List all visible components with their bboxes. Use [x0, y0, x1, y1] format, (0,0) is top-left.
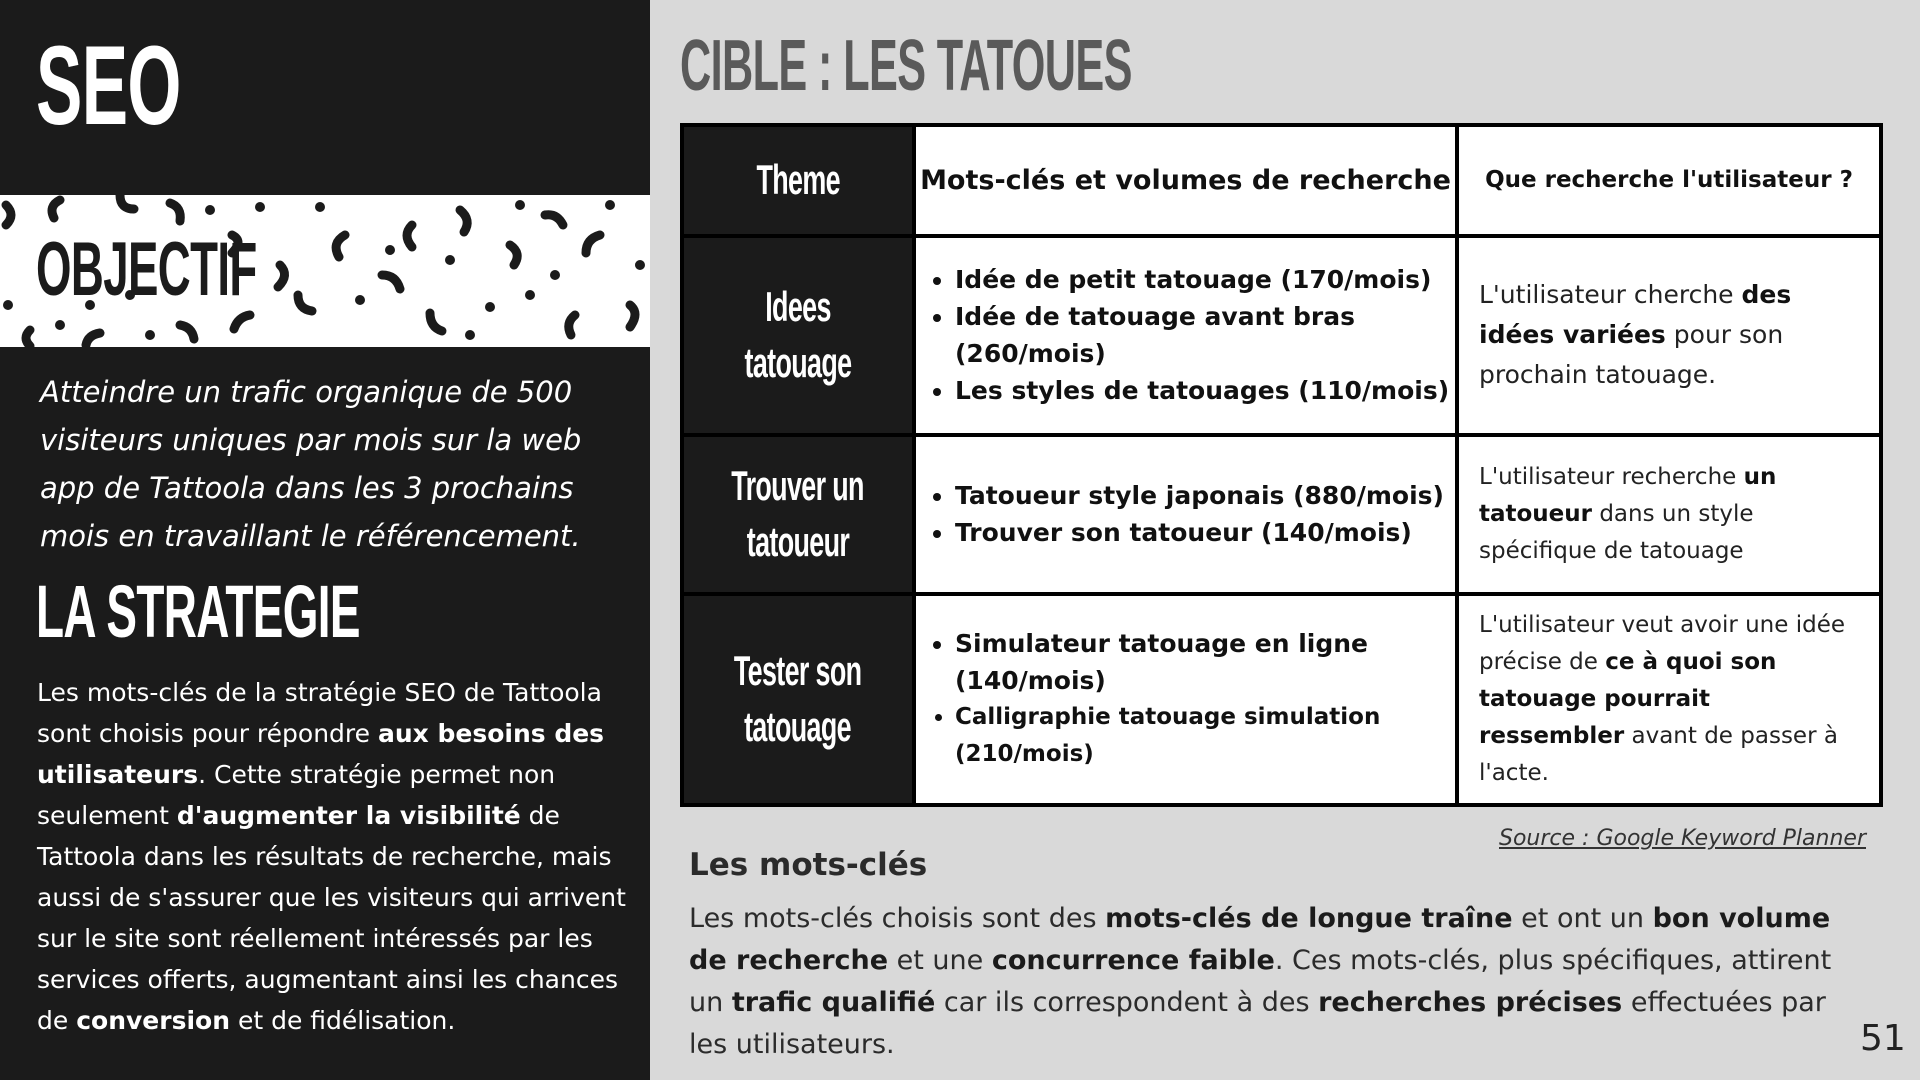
table-row	[682, 236, 1881, 435]
keywords-cell	[914, 594, 1457, 805]
bold-span: des idées variées	[1479, 280, 1792, 350]
header-theme	[682, 125, 914, 236]
theme-label: tatouage	[744, 703, 852, 751]
text-span: dans un style spécifique de tatouage	[1479, 500, 1754, 564]
text-span: L'utilisateur cherche	[1479, 280, 1742, 310]
keyword-item: • Tatoueur style japonais (880/mois)	[955, 477, 1454, 514]
keyword-item: • Les styles de tatouages (110/mois)	[955, 372, 1454, 409]
theme-label: Idees tatouage	[744, 283, 852, 387]
strategie-text	[37, 672, 637, 1041]
text-span: de Tattoola dans les résultats de recherche, mais aussi de s'assurer que les visiteurs qui arrivent sur le site sont réellement intéressés par les services offerts, augmentant ainsi les chances de	[37, 801, 626, 1035]
theme-cell	[682, 594, 914, 805]
header-user-search: Que recherche l'utilisateur ?	[1457, 125, 1881, 236]
seo-title: SEO	[36, 23, 181, 148]
bold-span: mots-clés de longue traîne	[1105, 903, 1513, 934]
table-header-row	[682, 125, 1881, 236]
bold-span: bon volume de recherche	[689, 903, 1831, 976]
source-note: Source : Google Keyword Planner	[1499, 826, 1866, 851]
text-span: L'utilisateur recherche	[1479, 463, 1744, 490]
objectif-title: OBJECTIF	[36, 227, 257, 312]
text-span: avant de passer à l'acte.	[1479, 722, 1838, 786]
objectif-text: Atteindre un trafic organique de 500 visiteurs uniques par mois sur la web app de Tattoola dans les 3 prochains mois en travaillant le référencement.	[40, 375, 582, 553]
text-span: Les mots-clés de la stratégie SEO de Tattoola sont choisis pour répondre	[37, 678, 602, 748]
theme-label: Tester son	[734, 647, 862, 695]
theme-cell	[682, 236, 914, 435]
bold-span: aux besoins des utilisateurs	[37, 719, 605, 789]
keyword-item: • Idée de tatouage avant bras (260/mois)	[955, 298, 1454, 372]
keyword-item: • Calligraphie tatouage simulation (210/mois)	[955, 699, 1454, 773]
text-span: et une	[888, 945, 992, 976]
bold-span: concurrence faible	[991, 945, 1275, 976]
bold-span: ce à quoi son tatouage pourrait ressembler	[1479, 648, 1777, 749]
bold-span: recherches précises	[1318, 987, 1623, 1018]
text-span: Les mots-clés choisis sont des	[689, 903, 1106, 934]
keyword-item: • Trouver son tatoueur (140/mois)	[955, 514, 1454, 551]
bold-span: conversion	[76, 1006, 230, 1035]
text-span: . Cette stratégie permet non seulement	[37, 760, 556, 830]
keywords-cell	[914, 236, 1457, 435]
keyword-item: • Simulateur tatouage en ligne (140/mois)	[955, 625, 1454, 699]
theme-label: Trouver un	[731, 462, 865, 510]
page-number: 51	[1860, 1018, 1906, 1059]
table-row	[682, 594, 1881, 805]
bold-span: trafic qualifié	[731, 987, 936, 1018]
cible-title: CIBLE : LES TATOUES	[680, 26, 1132, 106]
header-theme-label: Theme	[756, 156, 840, 204]
text-span: effectuées par les utilisateurs.	[689, 987, 1826, 1060]
theme-label: tatoueur	[746, 518, 850, 566]
text-span: L'utilisateur veut avoir une idée précise de	[1479, 611, 1846, 675]
keyword-item: • Idée de petit tatouage (170/mois)	[955, 261, 1454, 298]
text-span: car ils correspondent à des	[935, 987, 1319, 1018]
text-span: et ont un	[1512, 903, 1653, 934]
text-span: et de fidélisation.	[230, 1006, 456, 1035]
keywords-cell	[914, 435, 1457, 594]
keywords-table	[680, 123, 1883, 807]
mots-cles-title: Les mots-clés	[689, 847, 928, 883]
description-cell	[1457, 594, 1881, 805]
description-cell	[1457, 435, 1881, 594]
description-cell	[1457, 236, 1881, 435]
text-span: pour son prochain tatouage.	[1479, 320, 1784, 390]
mots-cles-text	[689, 898, 1859, 1066]
table-row	[682, 435, 1881, 594]
bold-span: d'augmenter la visibilité	[176, 801, 521, 830]
theme-cell	[682, 435, 914, 594]
strategie-title: LA STRATEGIE	[36, 570, 360, 653]
header-keywords: Mots-clés et volumes de recherche	[914, 125, 1457, 236]
left-panel	[0, 0, 650, 1080]
text-span: . Ces mots-clés, plus spécifiques, attirent un	[689, 945, 1832, 1018]
bold-span: un tatoueur	[1479, 463, 1777, 527]
